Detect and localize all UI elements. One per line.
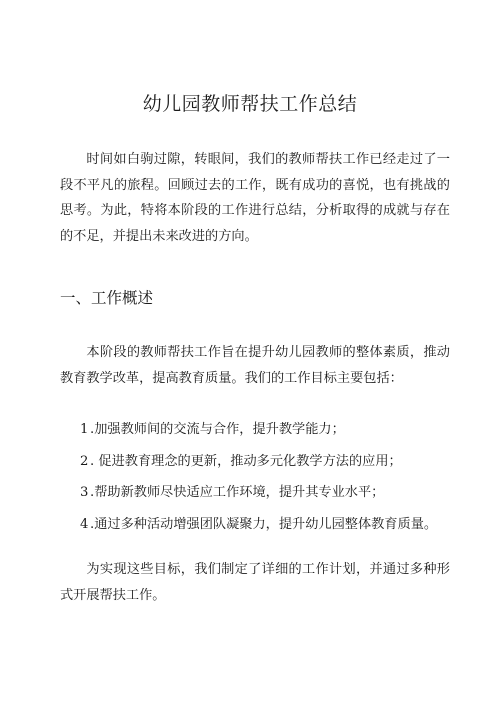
overview-paragraph: 本阶段的教师帮扶工作旨在提升幼儿园教师的整体素质，推动教育教学改革，提高教育质量。我们的工作目标主要包括：: [60, 345, 450, 386]
list-item-text: .通过多种活动增强团队凝聚力，提升幼儿园整体教育质量。: [90, 516, 438, 532]
list-item-text: . 促进教育理念的更新，推动多元化教学方法的应用；: [90, 453, 402, 469]
section-heading-overview: 一、工作概述: [60, 289, 154, 307]
list-item-text: .帮助新教师尽快适应工作环境，提升其专业水平；: [90, 485, 385, 500]
list-item: [80, 452, 437, 472]
list-item-text: .加强教师间的交流与合作，提升教学能力；: [90, 422, 345, 437]
list-item-number: 4: [80, 516, 89, 532]
list-item: [80, 420, 437, 440]
list-item: [80, 483, 437, 503]
closing-paragraph: 为实现这些目标，我们制定了详细的工作计划，并通过多种形式开展帮扶工作。: [60, 562, 450, 603]
list-item-number: 1: [80, 422, 89, 437]
list-item-number: 2: [80, 453, 89, 469]
list-item: [80, 515, 437, 535]
goals-list: [80, 420, 437, 546]
list-item-number: 3: [80, 485, 89, 500]
intro-paragraph: 时间如白驹过隙，转眼间，我们的教师帮扶工作已经走过了一段不平凡的旅程。回顾过去的工作，既有成功的喜悦，也有挑战的思考。为此，特将本阶段的工作进行总结，分析取得的成就与存在的不足，并提出未来改进的方向。: [60, 152, 450, 245]
document-title: 幼儿园教师帮扶工作总结: [142, 93, 358, 115]
